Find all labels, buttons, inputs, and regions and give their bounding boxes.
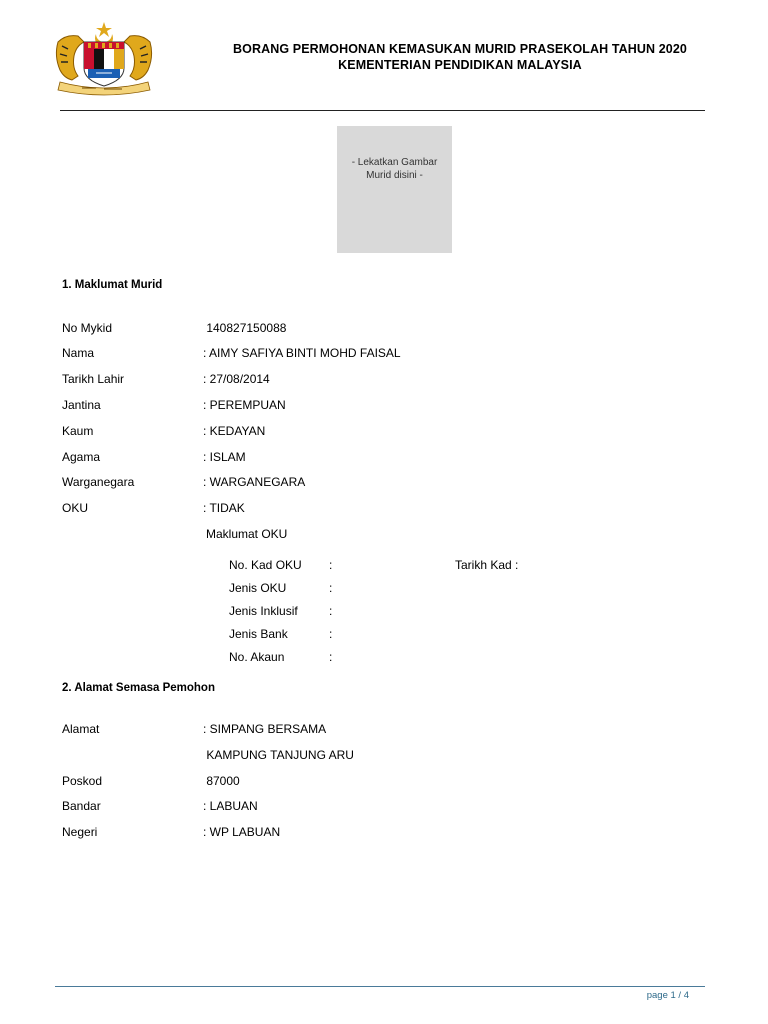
photo-placeholder xyxy=(337,126,452,253)
label-agama: Agama xyxy=(62,450,101,464)
label-negeri: Negeri xyxy=(62,825,98,839)
value-nama: : AIMY SAFIYA BINTI MOHD FAISAL xyxy=(203,346,401,360)
colon-jenis-oku: : xyxy=(329,581,333,595)
value-poskod: 87000 xyxy=(203,774,240,788)
value-kaum: : KEDAYAN xyxy=(203,424,266,438)
label-jenis-inklusif: Jenis Inklusif xyxy=(229,604,298,618)
value-bandar: : LABUAN xyxy=(203,799,258,813)
value-oku: : TIDAK xyxy=(203,501,245,515)
section-title-maklumat-murid: 1. Maklumat Murid xyxy=(62,279,163,291)
label-kaum: Kaum xyxy=(62,424,94,438)
label-nama: Nama xyxy=(62,346,95,360)
value-jantina: : PEREMPUAN xyxy=(203,398,286,412)
ministry-name: KEMENTERIAN PENDIDIKAN MALAYSIA xyxy=(338,58,582,72)
photo-placeholder-text-2: Murid disini - xyxy=(366,170,423,181)
value-warganegara: : WARGANEGARA xyxy=(203,475,306,489)
value-alamat-line2: KAMPUNG TANJUNG ARU xyxy=(203,748,354,762)
maklumat-oku-heading: Maklumat OKU xyxy=(206,527,288,541)
value-tarikh-lahir: : 27/08/2014 xyxy=(203,372,270,386)
label-warganegara: Warganegara xyxy=(62,475,135,489)
malaysia-coat-of-arms-logo xyxy=(52,20,156,96)
page-number: page 1 / 4 xyxy=(646,990,689,1001)
label-jantina: Jantina xyxy=(62,398,101,412)
value-alamat-line1: : SIMPANG BERSAMA xyxy=(203,722,327,736)
section-title-alamat: 2. Alamat Semasa Pemohon xyxy=(62,682,215,694)
label-tarikh-kad: Tarikh Kad : xyxy=(455,558,519,572)
label-jenis-bank: Jenis Bank xyxy=(229,627,288,641)
photo-placeholder-text-1: - Lekatkan Gambar xyxy=(351,157,438,168)
label-bandar: Bandar xyxy=(62,799,101,813)
label-oku: OKU xyxy=(62,501,89,515)
label-no-mykid: No Mykid xyxy=(62,321,113,335)
label-jenis-oku: Jenis OKU xyxy=(229,581,287,595)
colon-no-kad-oku: : xyxy=(329,558,333,572)
label-no-kad-oku: No. Kad OKU xyxy=(229,558,302,572)
value-negeri: : WP LABUAN xyxy=(203,825,281,839)
label-poskod: Poskod xyxy=(62,774,103,788)
form-title: BORANG PERMOHONAN KEMASUKAN MURID PRASEKOLAH TAHUN 2020 xyxy=(233,42,687,56)
label-alamat: Alamat xyxy=(62,722,100,736)
label-tarikh-lahir: Tarikh Lahir xyxy=(62,372,125,386)
value-agama: : ISLAM xyxy=(203,450,246,464)
label-no-akaun: No. Akaun xyxy=(229,650,285,664)
header-divider xyxy=(60,110,705,111)
colon-jenis-bank: : xyxy=(329,627,333,641)
colon-jenis-inklusif: : xyxy=(329,604,333,618)
colon-no-akaun: : xyxy=(329,650,333,664)
value-no-mykid: 140827150088 xyxy=(203,321,287,335)
footer-divider xyxy=(55,986,705,987)
